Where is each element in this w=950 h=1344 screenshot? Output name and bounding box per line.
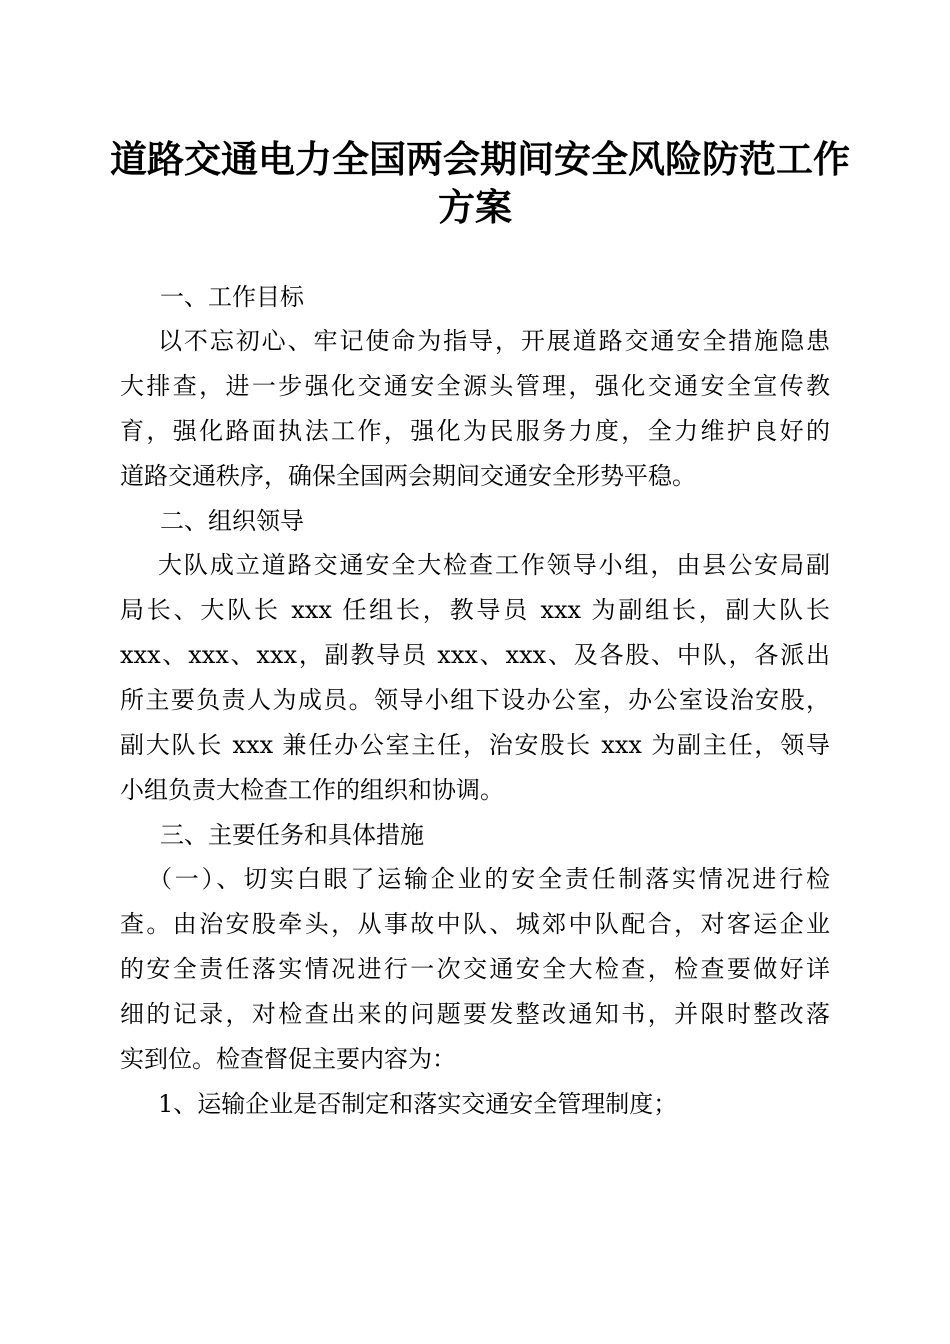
paragraph-line: 小组负责大检查工作的组织和协调。 <box>120 776 504 804</box>
paragraph-line: 所主要负责人为成员。领导小组下设办公室，办公室设治安股， <box>120 686 830 714</box>
list-item: 1、运输企业是否制定和落实交通安全管理制度； <box>158 1090 678 1118</box>
paragraph-line: 大队成立道路交通安全大检查工作领导小组，由县公安局副 <box>158 551 830 579</box>
document-title-line-2: 方案 <box>438 185 512 229</box>
paragraph-line: 实到位。检查督促主要内容为： <box>120 1045 456 1073</box>
paragraph-line: （一）、切实白眼了运输企业的安全责任制落实情况进行检 <box>148 865 830 893</box>
paragraph-line: 的安全责任落实情况进行一次交通安全大检查，检查要做好详 <box>120 955 830 983</box>
section-heading-goals: 一、工作目标 <box>160 283 304 311</box>
paragraph-line: xxx、xxx、xxx，副教导员 xxx、xxx、及各股、中队，各派出 <box>120 641 830 669</box>
section-heading-leadership: 二、组织领导 <box>160 507 304 535</box>
paragraph-line: 育，强化路面执法工作，强化为民服务力度，全力维护良好的 <box>120 417 830 445</box>
section-heading-tasks: 三、主要任务和具体措施 <box>160 821 424 849</box>
paragraph-line: 局长、大队长 xxx 任组长，教导员 xxx 为副组长，副大队长 <box>120 596 830 624</box>
document-title-line-1: 道路交通电力全国两会期间安全风险防范工作 <box>110 137 850 181</box>
paragraph-line: 细的记录，对检查出来的问题要发整改通知书，并限时整改落 <box>120 1000 830 1028</box>
paragraph-line: 大排查，进一步强化交通安全源头管理，强化交通安全宣传教 <box>120 372 830 400</box>
paragraph-line: 副大队长 xxx 兼任办公室主任，治安股长 xxx 为副主任，领导 <box>120 731 830 759</box>
paragraph-line: 以不忘初心、牢记使命为指导，开展道路交通安全措施隐患 <box>158 327 830 355</box>
paragraph-line: 查。由治安股牵头，从事故中队、城郊中队配合，对客运企业 <box>120 910 830 938</box>
paragraph-line: 道路交通秩序，确保全国两会期间交通安全形势平稳。 <box>120 462 696 490</box>
